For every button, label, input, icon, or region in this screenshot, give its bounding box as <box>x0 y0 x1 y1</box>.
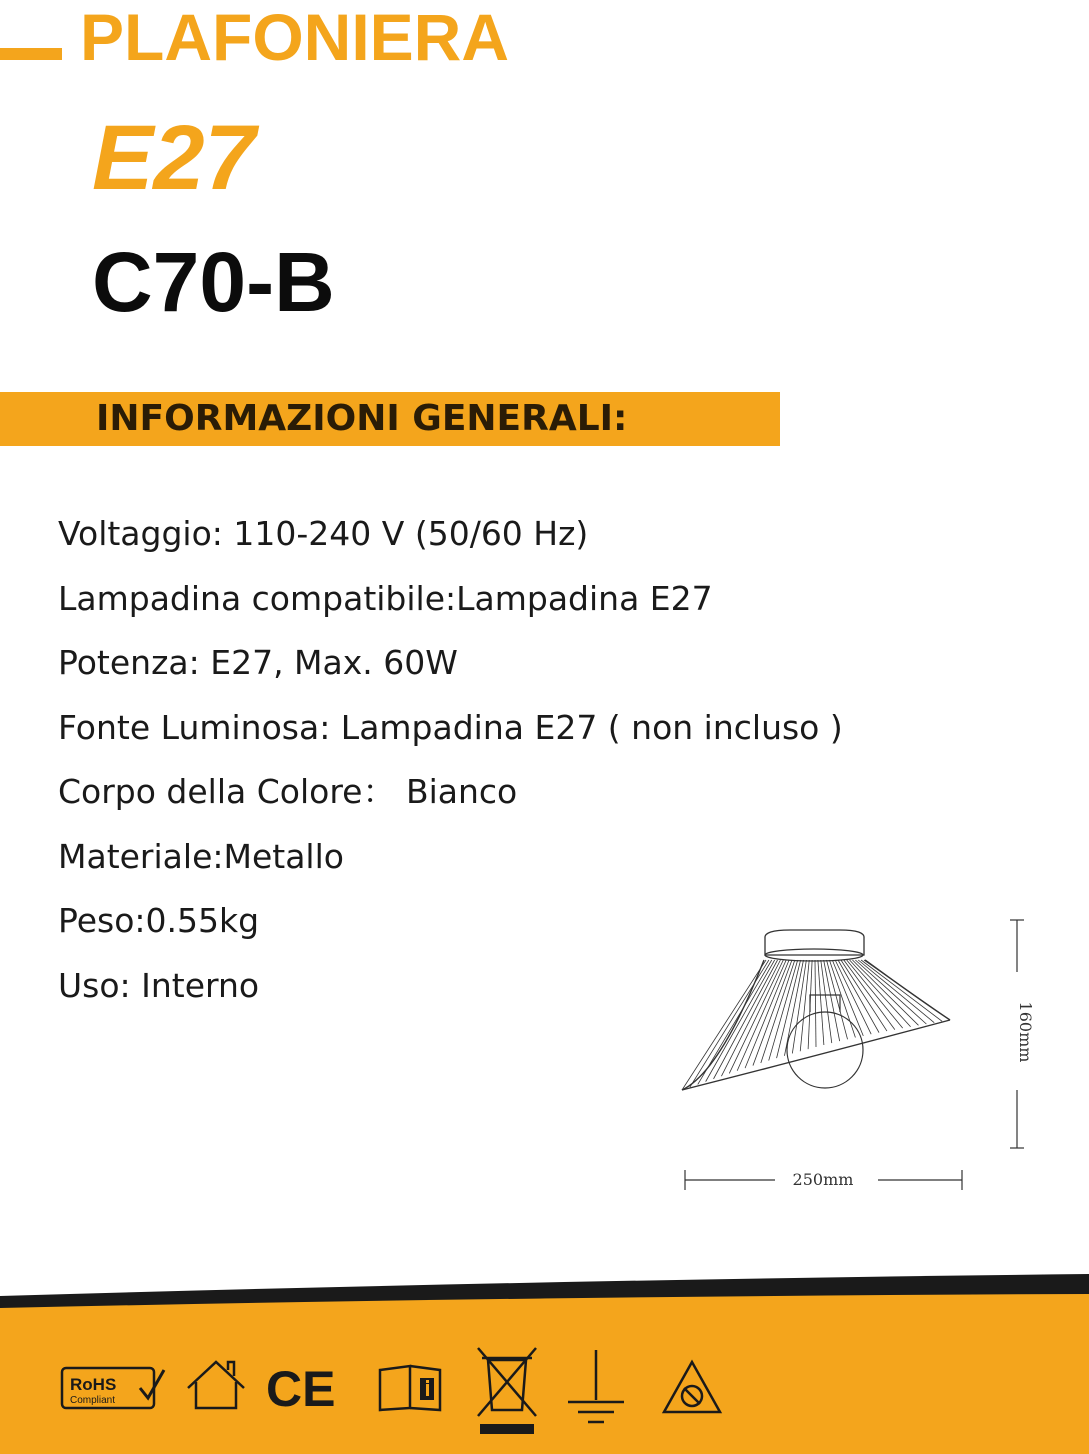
model-code: C70-B <box>92 235 335 329</box>
bulb-outline <box>787 995 863 1088</box>
triangle-warning-icon <box>664 1362 720 1412</box>
ground-icon <box>568 1350 624 1422</box>
cone-wire <box>818 960 824 1045</box>
spec-compatible-bulb: Lampadina compatibile:Lampadina E27 <box>58 578 713 618</box>
cone-wire <box>855 960 926 1024</box>
cone-wire <box>858 960 934 1023</box>
cone-shade-wires <box>682 960 950 1090</box>
rohs-sub: Compliant <box>70 1395 116 1406</box>
spec-weight: Peso:0.55kg <box>58 901 260 940</box>
cone-wire <box>800 960 809 1051</box>
width-label: 250mm <box>792 1170 854 1189</box>
ce-mark-icon <box>266 1361 335 1417</box>
manual-info-icon <box>380 1366 440 1410</box>
indoor-house-icon <box>188 1362 244 1408</box>
cone-wire <box>714 960 778 1079</box>
rohs-icon <box>62 1368 164 1408</box>
weee-bin-icon <box>478 1348 536 1434</box>
spec-power: Potenza: E27, Max. 60W <box>58 643 458 682</box>
bulb-type-title: E27 <box>92 107 256 209</box>
ceiling-canopy <box>765 930 864 961</box>
spec-light-source: Fonte Luminosa: Lampadina E27 ( non incluso ) <box>58 707 843 747</box>
cone-wire <box>777 960 801 1058</box>
product-type-title: PLAFONIERA <box>80 0 509 74</box>
height-label: 160mm <box>1016 1001 1035 1063</box>
cone-wire <box>815 960 816 1047</box>
cone-wire <box>838 960 879 1033</box>
spec-body-color: Corpo della Colore： Bianco <box>58 772 518 811</box>
cone-wire <box>829 960 855 1038</box>
accent-dash <box>0 48 62 60</box>
cone-wire <box>690 960 769 1087</box>
spec-material: Materiale:Metallo <box>58 836 344 876</box>
spec-voltage: Voltaggio: 110-240 V (50/60 Hz) <box>58 514 589 553</box>
section-title: INFORMAZIONI GENERALI: <box>96 398 628 439</box>
certification-icons <box>60 1340 760 1440</box>
rohs-label: RoHS <box>70 1375 117 1394</box>
cone-wire <box>861 960 942 1021</box>
cone-wire <box>850 960 911 1027</box>
cone-wire <box>721 960 780 1076</box>
spec-usage: Uso: Interno <box>58 965 260 1005</box>
lamp-technical-drawing <box>660 900 1060 1200</box>
ce-label: CE <box>266 1361 336 1417</box>
